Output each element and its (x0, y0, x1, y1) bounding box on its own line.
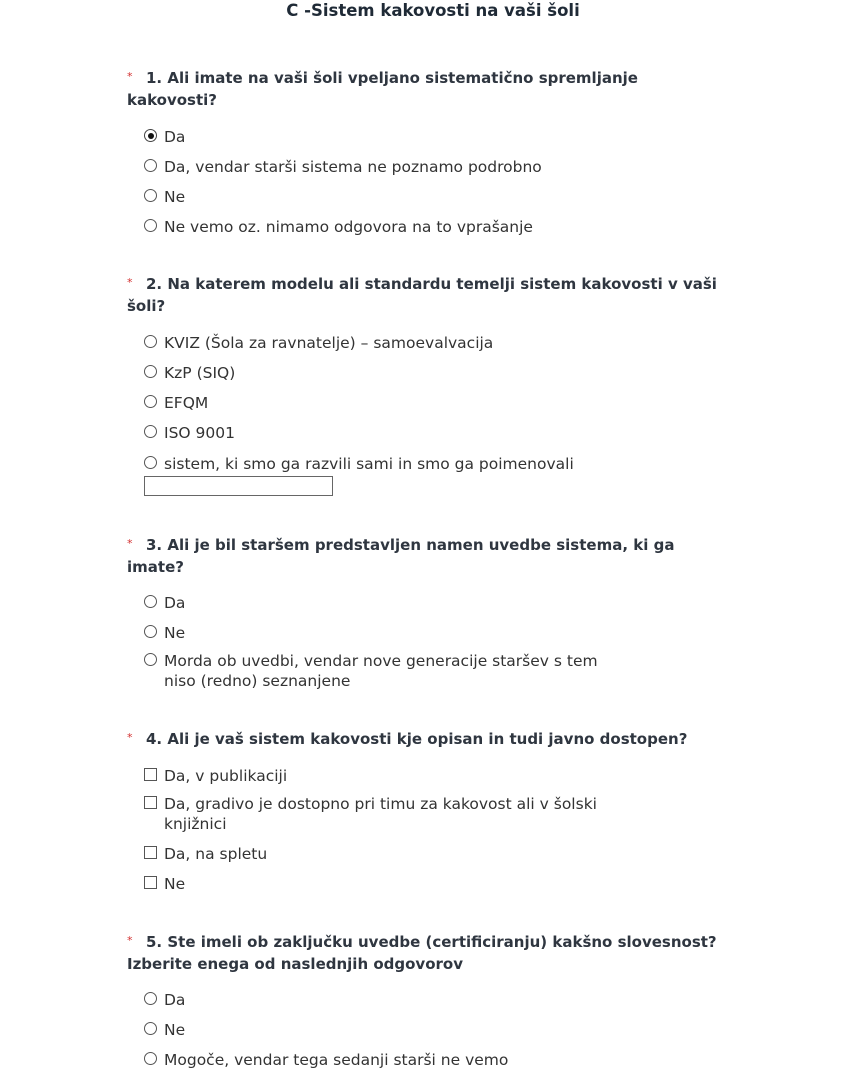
radio-button[interactable] (144, 335, 157, 348)
option-label: Da, na spletu (164, 845, 268, 863)
q2-option-lasten-sistem[interactable] (144, 454, 574, 474)
option-label: Ne (164, 875, 186, 893)
question-4 (127, 727, 727, 893)
radio-button[interactable] (144, 456, 157, 469)
question-5 (127, 930, 727, 1069)
option-label: ISO 9001 (164, 424, 235, 442)
radio-button[interactable] (144, 595, 157, 608)
radio-button[interactable] (144, 1052, 157, 1065)
checkbox[interactable] (144, 768, 157, 781)
q3-option-morda[interactable] (144, 651, 634, 691)
question-4-label: 4. Ali je vaš sistem kakovosti kje opisan in tudi javno dostopen? (146, 730, 688, 748)
q5-option-mogoce[interactable] (144, 1050, 508, 1070)
required-marker: * (127, 70, 133, 83)
radio-button[interactable] (144, 625, 157, 638)
q2-option-kzp[interactable] (144, 363, 235, 383)
option-label: Da, gradivo je dostopno pri timu za kakovost ali v šolski knjižnici (164, 795, 597, 833)
radio-button[interactable] (144, 365, 157, 378)
option-label: Ne (164, 188, 186, 206)
radio-button[interactable] (144, 395, 157, 408)
option-label: Ne (164, 1021, 186, 1039)
option-label: Ne (164, 624, 186, 642)
option-label: Ne vemo oz. nimamo odgovora na to vprašanje (164, 218, 533, 236)
required-marker: * (127, 537, 133, 550)
q4-option-splet[interactable] (144, 844, 267, 864)
radio-button-checked[interactable] (144, 129, 157, 142)
option-label: KzP (SIQ) (164, 364, 236, 382)
q1-option-ne[interactable] (144, 187, 185, 207)
checkbox[interactable] (144, 846, 157, 859)
option-label: Morda ob uvedbi, vendar nove generacije staršev s tem niso (redno) seznanjene (164, 652, 598, 690)
option-label: EFQM (164, 394, 209, 412)
option-label: sistem, ki smo ga razvili sami in smo ga poimenovali (164, 455, 574, 473)
required-marker: * (127, 934, 133, 947)
q1-option-da[interactable] (144, 127, 185, 147)
option-label: Da (164, 128, 186, 146)
radio-button[interactable] (144, 189, 157, 202)
q2-option-kviz[interactable] (144, 333, 493, 353)
option-label: Da (164, 991, 186, 1009)
required-marker: * (127, 731, 133, 744)
required-marker: * (127, 276, 133, 289)
question-5-label: 5. Ste imeli ob zaključku uvedbe (certificiranju) kakšno slovesnost? Izberite enega od naslednjih odgovorov (127, 933, 717, 973)
radio-button[interactable] (144, 219, 157, 232)
q5-option-ne[interactable] (144, 1020, 185, 1040)
question-3 (127, 533, 727, 690)
q2-option-efqm[interactable] (144, 393, 208, 413)
question-2-label: 2. Na katerem modelu ali standardu temelji sistem kakovosti v vaši šoli? (127, 275, 717, 315)
question-5-text (127, 930, 727, 975)
option-label: Da, v publikaciji (164, 767, 288, 785)
question-2 (127, 272, 727, 473)
radio-button[interactable] (144, 992, 157, 1005)
q3-option-ne[interactable] (144, 623, 185, 643)
question-3-text (127, 533, 727, 578)
q4-option-gradivo[interactable] (144, 794, 634, 834)
q1-option-da-vendar[interactable] (144, 157, 542, 177)
checkbox[interactable] (144, 876, 157, 889)
option-label: KVIZ (Šola za ravnatelje) – samoevalvacija (164, 334, 494, 352)
question-4-text (127, 727, 727, 750)
option-label: Da, vendar starši sistema ne poznamo podrobno (164, 158, 542, 176)
option-label: Mogoče, vendar tega sedanji starši ne vemo (164, 1051, 509, 1069)
question-1-label: 1. Ali imate na vaši šoli vpeljano sistematično spremljanje kakovosti? (127, 69, 638, 109)
question-1-text (127, 66, 727, 111)
section-title: C -Sistem kakovosti na vaši šoli (286, 1, 580, 20)
radio-button[interactable] (144, 425, 157, 438)
other-system-name-input[interactable] (144, 476, 333, 496)
q1-option-ne-vemo[interactable] (144, 217, 533, 237)
radio-button[interactable] (144, 1022, 157, 1035)
q4-option-ne[interactable] (144, 874, 185, 894)
q3-option-da[interactable] (144, 593, 185, 613)
checkbox[interactable] (144, 796, 157, 809)
q2-option-iso[interactable] (144, 423, 235, 443)
q5-option-da[interactable] (144, 990, 185, 1010)
question-3-label: 3. Ali je bil staršem predstavljen namen uvedbe sistema, ki ga imate? (127, 536, 675, 576)
option-label: Da (164, 594, 186, 612)
question-1 (127, 66, 727, 236)
radio-button[interactable] (144, 653, 157, 666)
radio-button[interactable] (144, 159, 157, 172)
question-2-text (127, 272, 727, 317)
q4-option-publikacija[interactable] (144, 766, 287, 786)
